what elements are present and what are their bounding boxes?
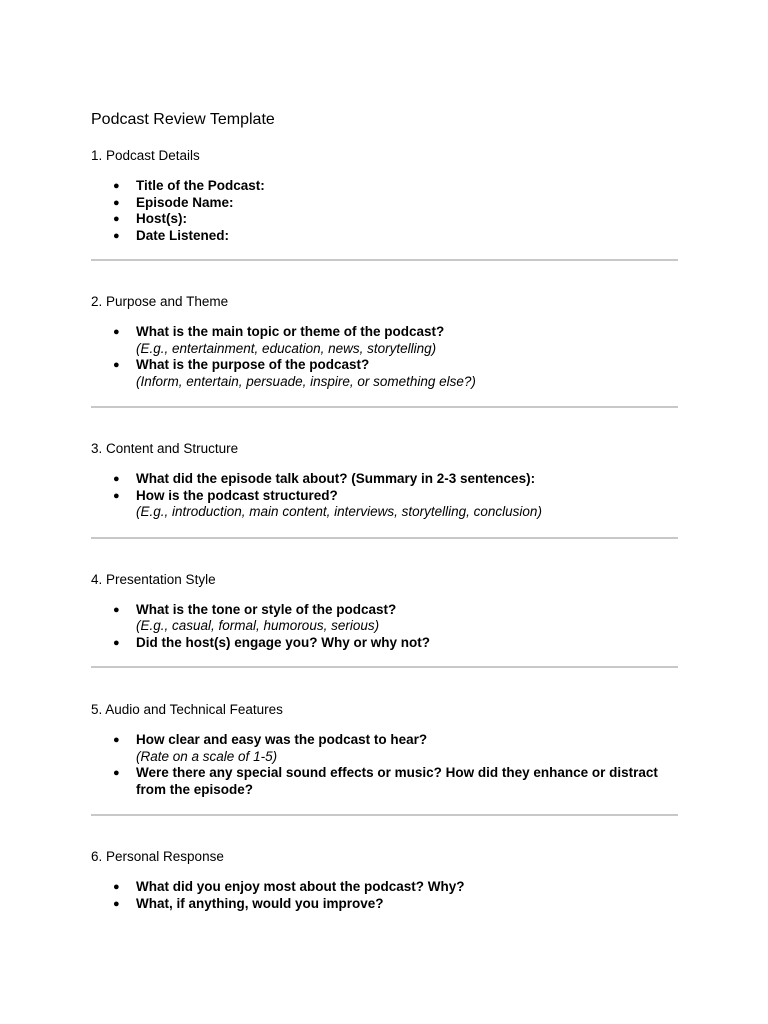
list-item [91, 357, 678, 390]
question-text: Did the host(s) engage you? Why or why not? [136, 634, 430, 650]
list-item [91, 732, 678, 765]
list-item [91, 471, 678, 488]
bullet-icon: ● [113, 897, 120, 910]
question-hint: (E.g., introduction, main content, interviews, storytelling, conclusion) [136, 504, 542, 519]
bullet-icon: ● [113, 196, 120, 209]
section-audio-and-technical [91, 701, 678, 798]
question-text: What did the episode talk about? (Summary in 2-3 sentences): [136, 471, 536, 486]
list-item [91, 879, 678, 896]
question-list [91, 324, 678, 390]
question-text: What is the tone or style of the podcast? [136, 601, 397, 617]
question-text: What is the main topic or theme of the podcast? [136, 324, 445, 339]
question-list [91, 732, 678, 798]
question-hint: (Rate on a scale of 1-5) [136, 748, 278, 764]
question-text: How is the podcast structured? [136, 487, 338, 503]
bullet-icon: ● [113, 326, 120, 338]
list-item [91, 602, 678, 635]
list-item [91, 211, 678, 228]
question-text: How clear and easy was the podcast to hear? [136, 732, 428, 747]
bullet-icon: ● [113, 213, 120, 225]
section-personal-response [91, 848, 678, 912]
question-text: Were there any special sound effects or music? How did they enhance or distract from the episode? [136, 765, 658, 797]
question-text: What is the purpose of the podcast? [136, 357, 370, 372]
section-divider [91, 666, 678, 668]
bullet-icon: ● [113, 180, 120, 192]
section-podcast-details [91, 147, 678, 244]
question-list [91, 178, 678, 244]
section-heading: 4. Presentation Style [91, 571, 216, 587]
section-heading: 5. Audio and Technical Features [91, 702, 283, 717]
document-title: Podcast Review Template [91, 111, 275, 128]
question-list [91, 471, 678, 521]
section-divider [91, 814, 678, 816]
question-hint: (Inform, entertain, persuade, inspire, or something else?) [136, 373, 476, 389]
bullet-icon: ● [113, 229, 120, 242]
question-text: What did you enjoy most about the podcast? Why? [136, 879, 465, 894]
list-item [91, 195, 678, 212]
section-heading: 6. Personal Response [91, 849, 224, 864]
question-text: What, if anything, would you improve? [136, 895, 384, 911]
question-hint: (E.g., entertainment, education, news, storytelling) [136, 340, 437, 356]
question-text: Title of the Podcast: [136, 178, 265, 193]
question-text: Episode Name: [136, 194, 234, 210]
section-content-and-structure [91, 440, 678, 521]
question-list [91, 879, 678, 912]
bullet-icon: ● [113, 767, 120, 779]
section-divider [91, 406, 678, 408]
section-heading: 3. Content and Structure [91, 441, 239, 456]
section-heading: 2. Purpose and Theme [91, 294, 229, 309]
list-item [91, 765, 678, 798]
list-item [91, 635, 678, 652]
section-divider [91, 259, 678, 261]
section-purpose-and-theme [91, 293, 678, 390]
question-text: Host(s): [136, 211, 187, 226]
list-item [91, 324, 678, 357]
bullet-icon: ● [113, 473, 120, 485]
section-presentation-style [91, 571, 678, 652]
list-item [91, 896, 678, 913]
question-text: Date Listened: [136, 227, 230, 243]
list-item [91, 228, 678, 245]
question-hint: (E.g., casual, formal, humorous, serious) [136, 618, 380, 633]
bullet-icon: ● [113, 636, 120, 649]
bullet-icon: ● [113, 881, 120, 893]
section-heading: 1. Podcast Details [91, 148, 200, 163]
list-item [91, 178, 678, 195]
question-list [91, 602, 678, 652]
section-divider [91, 537, 678, 539]
bullet-icon: ● [113, 734, 120, 746]
bullet-icon: ● [113, 359, 120, 371]
list-item [91, 488, 678, 521]
bullet-icon: ● [113, 489, 120, 502]
bullet-icon: ● [113, 603, 120, 616]
document-page [91, 110, 678, 912]
